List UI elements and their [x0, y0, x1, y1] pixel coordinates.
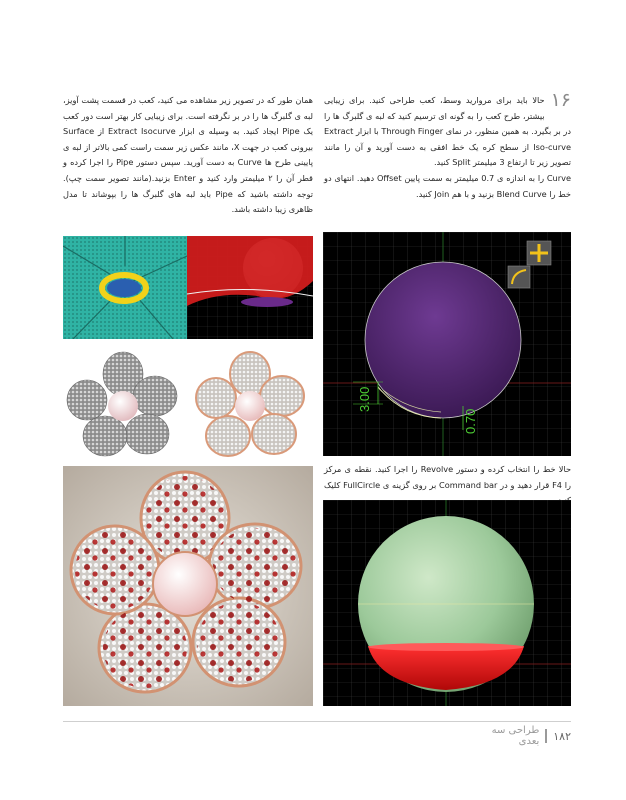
- page-number: ۱۸۲: [553, 730, 571, 743]
- left-column-text: [63, 93, 313, 218]
- render-teal-pipe: [63, 236, 187, 339]
- dimension-07-label: 0.70: [463, 408, 478, 434]
- render-rosegold-flower: [190, 350, 313, 460]
- viewport-sphere-svg: [323, 232, 571, 456]
- purple-sphere: [365, 262, 521, 418]
- right-paragraph-2: Curve را به اندازه ی 0.7 میلیمتر به سمت پایین Offset دهید. انتهای دو خط را Blend Curve بزنید و با هم Join کنید.: [324, 172, 571, 199]
- render-grey-flower: [63, 350, 187, 460]
- dimension-3-label: 3.00: [357, 386, 372, 412]
- curve-tool-icon: [508, 266, 530, 288]
- right-caption: حالا خط را انتخاب کرده و دستور Revolve را اجرا کنید. نقطه ی مرکز را F4 قرار دهید و در Command bar بر روی گزینه ی FullCircle کلیک: [324, 464, 572, 490]
- footer: [470, 727, 571, 745]
- step-number: ۱۶: [550, 90, 571, 111]
- snap-icon: [527, 241, 551, 265]
- viewport-revolve: [323, 500, 571, 706]
- book-title: طراحی سه بعدی: [491, 725, 540, 747]
- render-red-pipe-curve: [187, 236, 313, 339]
- right-paragraph-1: حالا باید برای مروارید وسط، کعب طراحی کنید. برای زیبایی بیشتر، طرح کعب را به گونه ای ترسیم کنید که لبه ی گلبرگ ها را در بر بگیرد. به همین منظور، در نمای Through Finger با ابزار Extract Iso-curve از سطح کره یک خط افقی به دست آورید و آن را مانند تصویر زیر تا ارتفاع 3 میلیمتر Split کنید.: [324, 95, 571, 168]
- center-pearl: [153, 552, 217, 616]
- viewport-revolve-svg: [323, 500, 571, 706]
- right-column-text: [324, 90, 571, 202]
- viewport-sphere-dimensions: [323, 232, 571, 456]
- footer-rule: [63, 721, 571, 722]
- left-paragraph: همان طور که در تصویر زیر مشاهده می کنید، کعب در قسمت پشت آویز، لبه ی گلبرگ ها را در بر نگرفته است. برای زیبایی کار بهتر است دور کعب یک Pipe ایجاد کنید. به وسیله ی ابزار Extract Isocurve از Surface بیرونی کعب در جهت X، مانند عکس زیر سمت راست کمی بالاتر از لبه ی پایینی طرح ها Curve به دست آورید. سپس دستور Pipe را اجرا کرده و قطر آن را ۲ میلیمتر وارد کنید و Enter بزنید.(مانند تصویر سمت چپ). توجه داشته باشید که Pipe باید لبه های گلبرگ ها را بپوشاند تا مدل ظاهری زیبا داشته باشد.: [63, 95, 313, 215]
- render-final-flower: [63, 466, 313, 706]
- footer-divider: [545, 729, 547, 743]
